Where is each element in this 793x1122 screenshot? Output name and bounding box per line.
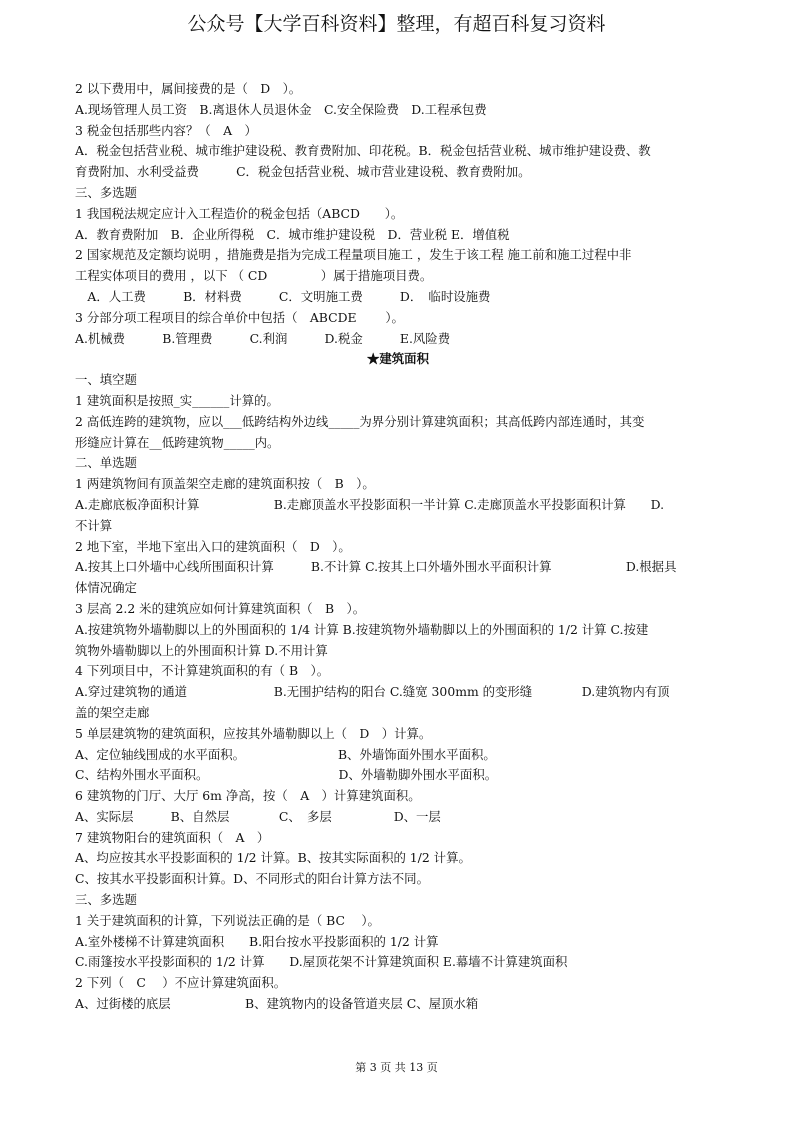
page-header: 公众号【大学百科资料】整理，有超百科复习资料 [187, 13, 606, 35]
text-line: 3 税金包括那些内容？（ A ） [75, 122, 257, 138]
text-line: 2 以下费用中，属间接费的是（ D ）。 [75, 81, 302, 96]
section-title: ★建筑面积 [367, 351, 429, 367]
text-line: 三、多选题 [75, 892, 137, 908]
text-line: 7 建筑物阳台的建筑面积（ A ） [75, 829, 270, 845]
text-line: 1 建筑面积是按照_实______计算的。 [75, 392, 279, 408]
text-line: 二、单选题 [75, 455, 137, 471]
text-line: 育费附加、水利受益费 C．税金包括营业税、城市营业建设税、教育费附加。 [75, 164, 531, 180]
text-line: A.现场管理人员工资 B.离退休人员退休金 C.安全保险费 D.工程承包费 [75, 101, 487, 117]
text-line: A．教育费附加 B．企业所得税 C．城市维护建设税 D．营业税 E．增值税 [75, 226, 510, 242]
page-footer: 第 3 页 共 13 页 [355, 1061, 438, 1074]
document-body [75, 79, 721, 1015]
text-line: 不计算 [75, 517, 113, 533]
text-line: 2 下列（ C ）不应计算建筑面积。 [75, 975, 287, 991]
text-line: 体情况确定 [75, 580, 137, 596]
text-line: 三、多选题 [75, 184, 137, 200]
text-line: A、定位轴线围成的水平面积。 B、外墙饰面外围水平面积。 [75, 746, 496, 762]
text-line: 2 国家规范及定额均说明 ，措施费是指为完成工程量项目施工 ，发生于该工程 施工前和施工过程中非 [75, 247, 632, 263]
text-line: 工程实体项目的费用 ，以下 （ CD ）属于措施项目费。 [75, 268, 433, 284]
text-line: A、过街楼的底层 B、建筑物内的设备管道夹层 C、屋顶水箱 [75, 996, 479, 1012]
text-line: 一、填空题 [75, 372, 137, 388]
text-line: C.雨篷按水平投影面积的 1/2 计算 D.屋顶花架不计算建筑面积 E.幕墙不计算建筑面积 [75, 954, 568, 970]
text-line: 1 两建筑物间有顶盖架空走廊的建筑面积按（ B ）。 [75, 476, 375, 492]
text-line: A.室外楼梯不计算建筑面积 B.阳台按水平投影面积的 1/2 计算 [75, 933, 439, 949]
text-line: 4 下列项目中，不计算建筑面积的有（ B ）。 [75, 663, 330, 679]
text-line: A．人工费 B．材料费 C．文明施工费 D． 临时设施费 [75, 288, 491, 304]
text-line: 1 我国税法规定应计入工程造价的税金包括（ABCD ）。 [75, 205, 404, 221]
text-line: 形缝应计算在__低跨建筑物_____内。 [75, 434, 280, 450]
text-line: 3 分部分项工程项目的综合单价中包括（ ABCDE ）。 [75, 309, 404, 325]
text-line: 1 关于建筑面积的计算，下列说法正确的是（ BC ）。 [75, 912, 380, 928]
text-line: A.按建筑物外墙勒脚以上的外围面积的 1/4 计算 B.按建筑物外墙勒脚以上的外围面积的 1/2 计算 C.按建 [75, 621, 649, 637]
text-line: A.走廊底板净面积计算 B.走廊顶盖水平投影面积一半计算 C.走廊顶盖水平投影面积计算 D. [75, 496, 665, 512]
text-line: A、均应按其水平投影面积的 1/2 计算。B、按其实际面积的 1/2 计算。 [75, 850, 471, 866]
text-line: A.机械费 B.管理费 C.利润 D.税金 E.风险费 [75, 330, 451, 346]
text-line: 6 建筑物的门厅、大厅 6m 净高，按（ A ）计算建筑面积。 [75, 788, 421, 804]
text-line: A.穿过建筑物的通道 B.无围护结构的阳台 C.缝宽 300mm 的变形缝 D.建筑物内有顶 [75, 684, 670, 700]
text-line: 3 层高 2.2 米的建筑应如何计算建筑面积（ B ）。 [75, 600, 366, 616]
text-line: C、按其水平投影面积计算。D、不同形式的阳台计算方法不同。 [75, 871, 429, 887]
text-line: 盖的架空走廊 [75, 704, 150, 720]
text-line: A、实际层 B、自然层 C、 多层 D、一层 [75, 808, 441, 824]
text-line: 2 高低连跨的建筑物，应以___低跨结构外边线_____为界分别计算建筑面积；其高低跨内部连通时，其变 [75, 413, 645, 429]
text-line: 筑物外墙勒脚以上的外围面积计算 D.不用计算 [75, 642, 328, 658]
text-line: 5 单层建筑物的建筑面积，应按其外墙勒脚以上（ D ）计算。 [75, 725, 432, 741]
text-line: 2 地下室，半地下室出入口的建筑面积（ D ）。 [75, 538, 351, 554]
text-line: C、结构外围水平面积。 D、外墙勒脚外围水平面积。 [75, 767, 498, 783]
text-line: A．税金包括营业税、城市维护建设税、教育费附加、印花税。B．税金包括营业税、城市维护建设费、教 [75, 143, 651, 159]
text-line: A.按其上口外墙中心线所围面积计算 B.不计算 C.按其上口外墙外围水平面积计算 D.根据具 [75, 559, 677, 575]
